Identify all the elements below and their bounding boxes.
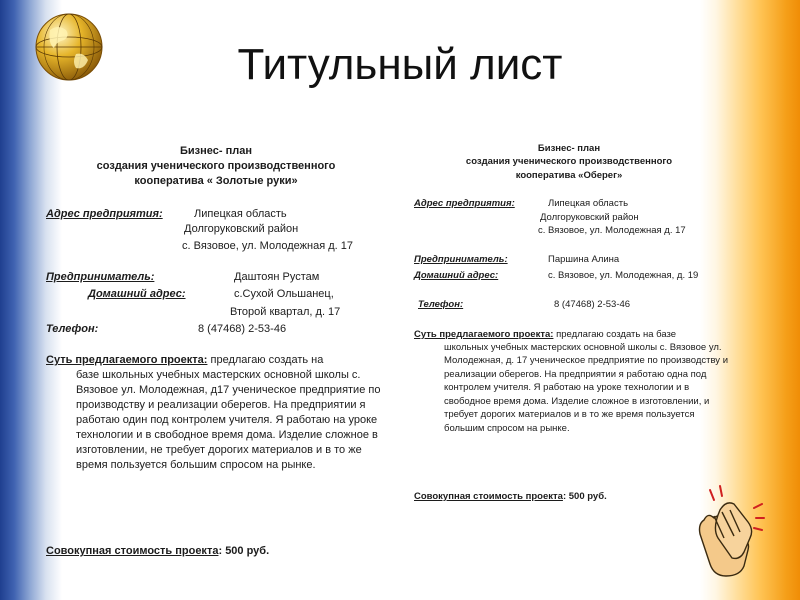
essence-label: Суть предлагаемого проекта: [414,328,554,340]
phone-value: 8 (47468) 2-53-46 [198,323,287,335]
address-label: Адрес предприятия: [46,208,163,220]
cost-block: Совокупная стоимость проекта: 500 руб. [414,491,607,502]
plan-subheading: создания ученического производственного [465,156,673,168]
essence-text: школьных учебных мастерских основной школы с. Вязовое ул. Молодежная, д. 17 ученическое предприятие по производству и реализации оберегов. На предприятии я работаю одна под контролем учителя. Я работаю на уроке технологии и в свободное время дома. Изделие сложное в изготовлении, и требует дорогих материалов и в то же время пользуется большим спросом на рынке. [444,342,729,434]
essence-text: предлагаю создать на [210,354,324,366]
cost-value: 500 руб. [568,491,607,502]
business-plan-left [46,144,386,557]
plan-heading: Бизнес- план [537,143,601,154]
address-line: Долгоруковский район [540,211,639,223]
address-line: Липецкая область [548,198,629,210]
essence-text: предлагаю создать на базе [556,328,677,340]
clapping-hands-icon [690,480,768,580]
essence-block [46,353,386,473]
plan-subheading: создания ученического производственного [96,160,336,172]
entrepreneur-label: Предприниматель: [46,271,155,283]
page-title: Титульный лист [237,40,563,89]
home-address-line: с.Сухой Ольшанец, [234,288,334,300]
cooperative-name: кооператива «Оберег» [515,169,623,181]
essence-label: Суть предлагаемого проекта: [46,354,208,366]
home-address-label: Домашний адрес: [88,288,186,300]
home-address-line: Второй квартал, д. 17 [230,306,341,318]
entrepreneur-name: Паршина Алина [548,254,620,266]
home-address-value: с. Вязовое, ул. Молодежная, д. 19 [548,269,699,281]
cost-label: Совокупная стоимость проекта [46,545,219,557]
entrepreneur-label: Предприниматель: [414,254,508,266]
address-block [414,197,724,237]
cost-value: 500 руб. [225,545,270,557]
business-plan-right [414,142,729,502]
address-label: Адрес предприятия: [414,198,515,210]
cost-block: Совокупная стоимость проекта: 500 руб. [46,545,270,557]
address-line: с. Вязовое, ул. Молодежная д. 17 [538,225,686,237]
home-address-label: Домашний адрес: [414,269,499,281]
phone-label: Телефон: [46,323,99,335]
address-block [46,207,386,254]
address-line: Долгоруковский район [184,223,299,235]
entrepreneur-block [46,270,386,337]
entrepreneur-block [414,253,724,311]
entrepreneur-name: Даштоян Рустам [234,271,320,283]
essence-block [414,328,729,435]
cooperative-name: кооператива « Золотые руки» [134,175,298,187]
address-line: Липецкая область [194,208,287,220]
plan-heading: Бизнес- план [180,145,252,157]
phone-value: 8 (47468) 2-53-46 [554,299,631,311]
address-line: с. Вязовое, ул. Молодежная д. 17 [182,240,353,252]
phone-label: Телефон: [418,299,464,311]
essence-text: базе школьных учебных мастерских основной школы с. Вязовое ул. Молодежная, д17 ученическое предприятие по производству и реализации оберегов. На предприятии я работаю один под контролем учителя. Я работаю на уроке технологии и в свободное время дома. Изделие сложное в изготовлении, не требует дорогих материалов и в то же время пользуется большим спросом на рынке. [76,369,381,471]
cost-label: Совокупная стоимость проекта [414,491,563,502]
